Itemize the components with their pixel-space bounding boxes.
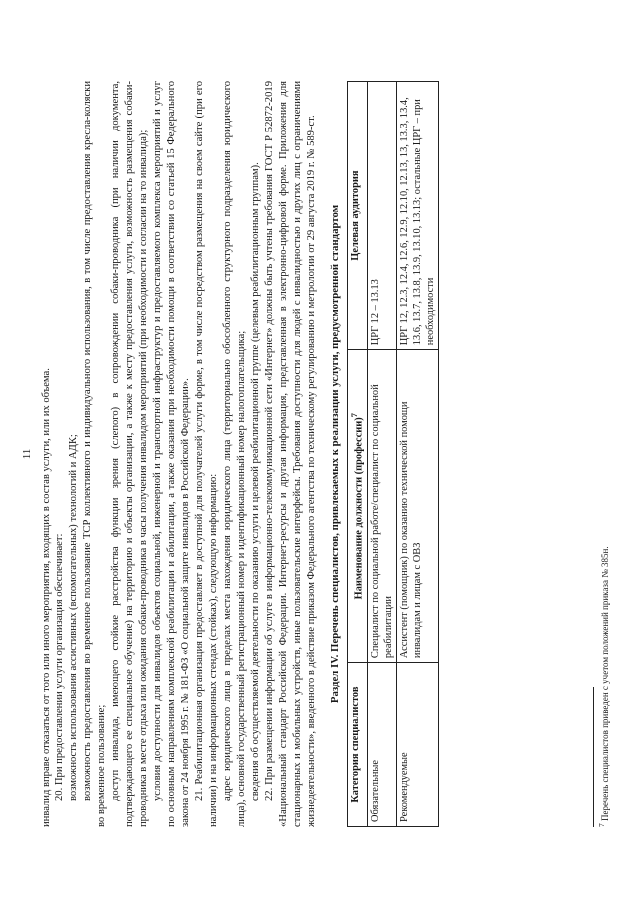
paragraph-20-item-2: возможность предоставления во временное пользование ТСР коллективного и индивидуального использования, в том числе предоставления кресла-коляски во временное пользование; — [82, 80, 108, 827]
table-cell-audience: ЦРГ 12, 12.3, 12.4, 12.6, 12.9, 12.10, 12.13, 13, 13.3, 13.4, 13.6, 13.7, 13.8, 13.9, 13.10, 13.13; остальные ЦРГ – при необходимости — [396, 81, 438, 349]
table-cell-position: Ассистент (помощник) по оказанию технической помощи инвалидам и лицам с ОВЗ — [396, 349, 438, 662]
paragraph-20-item-3: доступ инвалида, имеющего стойкие расстройства функции зрения (слепого) в сопровождении собаки-проводника (при наличии документа, подтверждающего ее специальное обучение) на территорию и объекты организации, а также к месту предоставления услуги, возможность размещения собаки-проводника в месте отдыха или ожидания собаки-проводника в часы получения инвалидом мероприятий (при необходимости и согласии на то инвалида); — [110, 80, 150, 827]
table-row — [367, 81, 396, 826]
paragraph-21-item-2: сведения об осуществляемой деятельности по оказанию услуги и целевой реабилитационной группе (целевым реабилитационным группам). — [250, 161, 262, 801]
footnote-divider — [593, 687, 594, 827]
paragraph-20-item-4: условия доступности для инвалидов объектов социальной, инженерной и транспортной инфраструктур и предоставляемого комплекса мероприятий и услуг по основным направлениям комплексной реабилитации и абилитации, а также оказания при необходимости помощи в соответствии со статьей 15 Федерального закона от 24 ноября 1995 г. № 181-ФЗ «О социальной защите инвалидов в Российской Федерации». — [152, 80, 192, 827]
table-header-audience: Целевая аудитория — [348, 81, 367, 349]
table-header-row — [348, 81, 367, 826]
table-cell-audience: ЦРГ 12 – 13.13 — [367, 81, 396, 349]
table-cell-position: Специалист по социальной работе/специалист по социальной реабилитации — [367, 349, 396, 662]
paragraph-22: 22. При размещении информации об услуге в информационно-телекоммуникационной сети «Интернет» должны быть учтены требования ГОСТ Р 52872-2019 «Национальный стандарт Российской Федерации. Интернет-ресурсы и другая информация, представленная в электронно-цифровой форме. Приложения для стационарных и мобильных устройств, иные пользовательские интерфейсы. Требования доступности для людей с инвалидностью и других лиц с ограничениями жизнедеятельности», введенного в действие приказом Федерального агентства по техническому регулированию и метрологии от 29 августа 2019 г. № 589-ст. — [264, 80, 317, 827]
paragraph-20-item-1: возможность использования ассистивных (вспомогательных) технологий и АДК; — [68, 433, 80, 801]
footnote — [593, 227, 612, 827]
table-cell-category: Обязательные — [367, 662, 396, 826]
table-header-category: Категория специалистов — [348, 662, 367, 826]
paragraph-1: инвалид вправе отказаться от того или иного мероприятия, входящих в состав услуги, или их объема. — [40, 367, 52, 827]
table-row — [396, 81, 438, 826]
footnote-text: Перечень специалистов приведен с учетом положений приказа № 385н. — [600, 545, 611, 821]
section-title: Раздел IV. Перечень специалистов, привлекаемых к реализации услуги, предусмотренной стандартом — [328, 204, 341, 703]
table-header-position: Наименование должности (профессии)$^7$ — [348, 349, 367, 662]
paragraph-20: 20. При предоставлении услуги организация обеспечивает: — [54, 533, 66, 801]
page-number: 11 — [21, 448, 33, 459]
table-cell-category: Рекомендуемые — [396, 662, 438, 826]
specialists-table — [347, 81, 438, 827]
footnote-ref: 7 — [349, 412, 360, 417]
rotated-document-page — [10, 33, 630, 873]
paragraph-21: 21. Реабилитационная организация предоставляет в доступной для получателей услуги форме, в том числе посредством размещения на своем сайте (при его наличии) и на информационных стендах (стойках), следующую информацию: — [194, 80, 220, 827]
footnote-mark: 7 — [597, 822, 607, 827]
paragraph-21-item-1: адрес юридического лица в пределах места нахождения юридического лица (территориально обособленного структурного подразделения юридического лица), основной государственный регистрационный номер и идентификационный номер налогоплательщика; — [222, 80, 248, 827]
